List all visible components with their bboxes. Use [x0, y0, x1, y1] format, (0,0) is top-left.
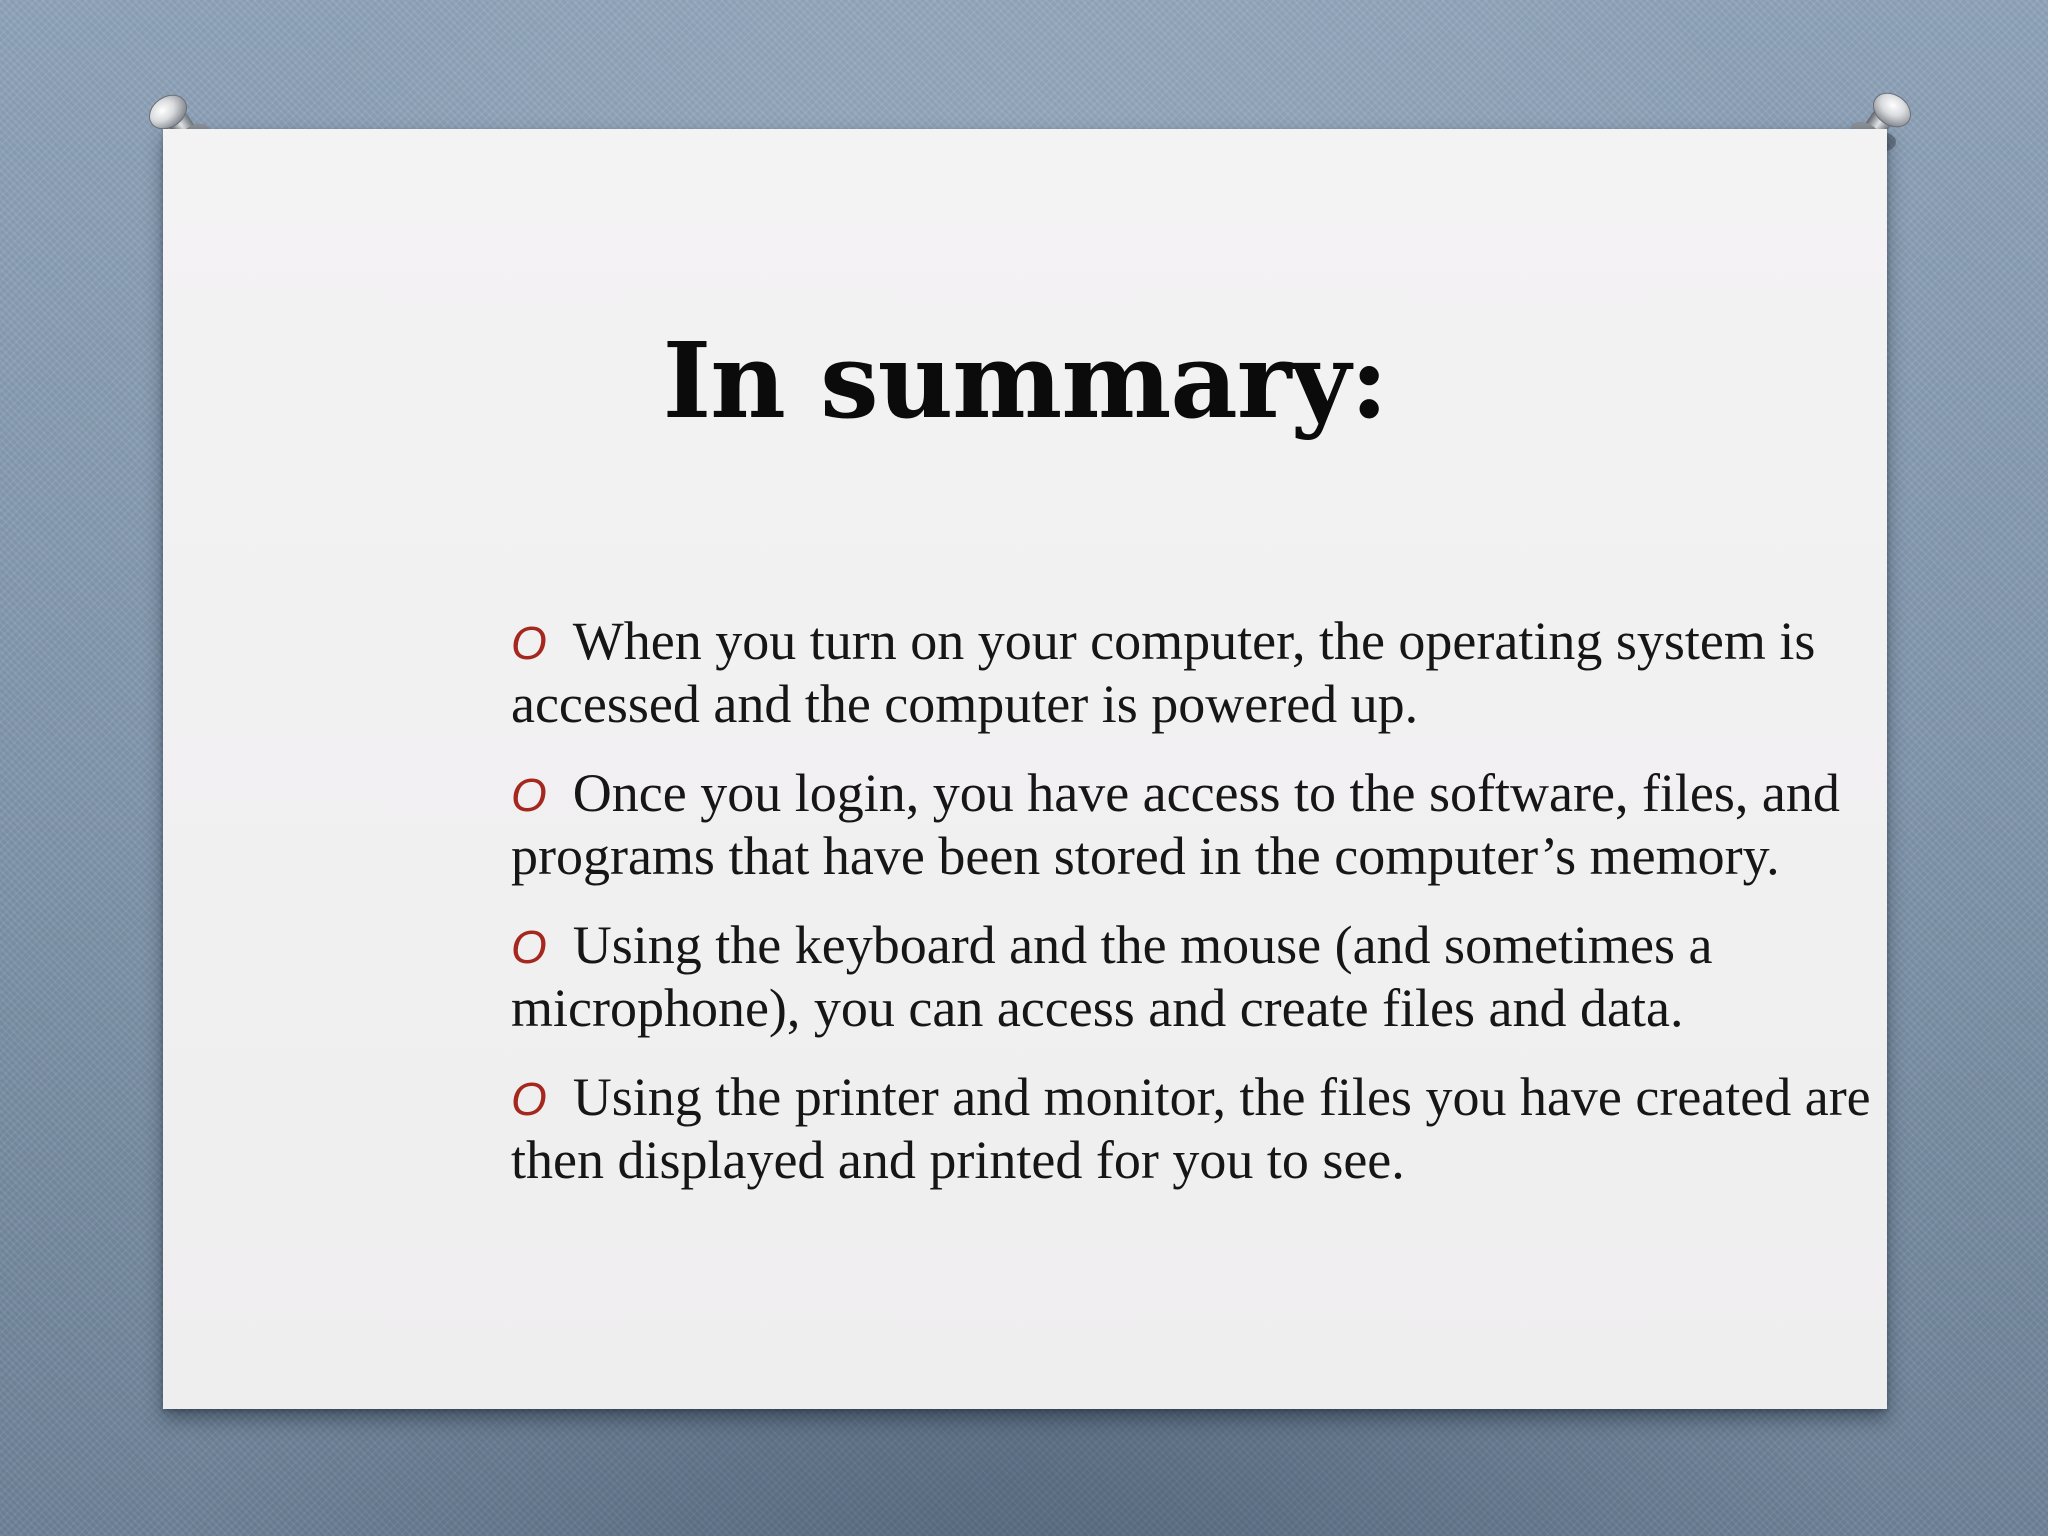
list-item — [511, 1067, 1901, 1191]
bullet-marker: O — [511, 1073, 547, 1125]
bullet-marker: O — [511, 769, 547, 821]
list-item — [511, 611, 1901, 735]
list-item — [511, 763, 1901, 887]
bullet-marker: O — [511, 617, 547, 669]
bullet-text: When you turn on your computer, the operating system is accessed and the computer is powered up. — [511, 611, 1816, 734]
bullet-text: Using the keyboard and the mouse (and sometimes a microphone), you can access and create files and data. — [511, 915, 1713, 1038]
slide-card — [163, 129, 1887, 1409]
bullet-list — [511, 611, 1901, 1219]
bullet-text: Using the printer and monitor, the files you have created are then displayed and printed for you to see. — [511, 1067, 1871, 1190]
slide-title: In summary: — [662, 319, 1388, 442]
bullet-marker: O — [511, 921, 547, 973]
bullet-text: Once you login, you have access to the software, files, and programs that have been stored in the computer’s memory. — [511, 763, 1840, 886]
list-item — [511, 915, 1901, 1039]
